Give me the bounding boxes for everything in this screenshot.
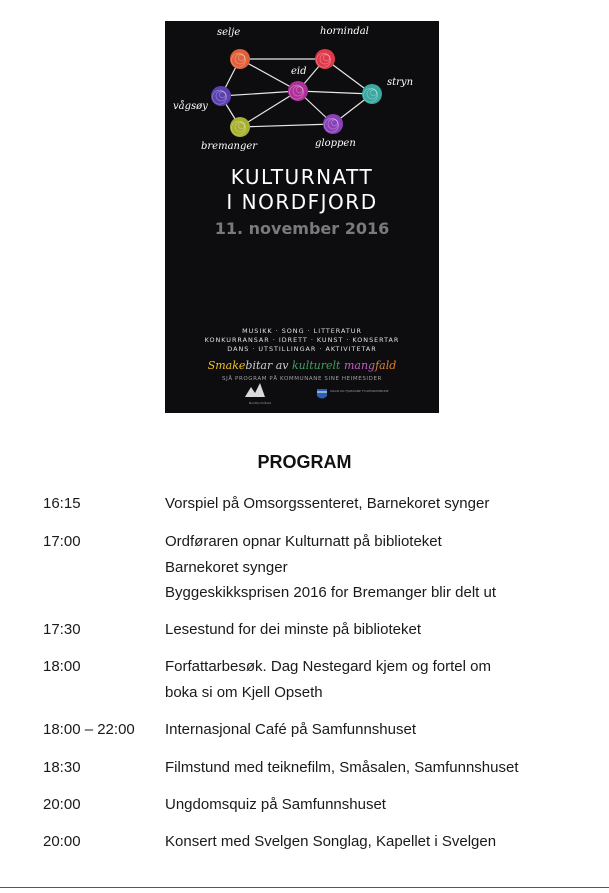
poster-date: 11. november 2016 [214,219,390,238]
node-label-selje: selje [217,27,241,38]
poster-activities-line1: MUSIKK · SONG · LITTERATUR [242,327,362,335]
tagline-part-5: fald [375,359,397,372]
program-time: 18:30 [43,759,81,776]
tagline-part-2: bitar av [245,359,292,372]
logo-right-caption: SOGN OG FJORDANE FYLKESKOMMUNE [330,389,389,393]
program-time: 20:00 [43,796,81,813]
poster-activities-line3: DANS · UTSTILLINGAR · AKTIVITETAR [227,345,377,353]
tagline-part-4: mang [343,359,376,372]
program-time: 18:00 – 22:00 [43,721,135,738]
node-circle-bremanger [230,117,250,137]
tagline-part-1: Smake [207,359,246,372]
page-bottom-rule [0,887,609,888]
program-time: 16:15 [43,495,81,512]
logo-left-caption: Nordfjordrådet [249,401,271,405]
program-description [165,829,595,855]
node-circle-eid [288,81,308,101]
node-label-gloppen: gloppen [315,138,356,149]
node-circle-hornindal [315,49,335,69]
program-time: 20:00 [43,833,81,850]
node-circle-vgsy [211,86,231,106]
program-heading: PROGRAM [257,452,352,472]
program-description-line: boka si om Kjell Opseth [165,683,323,701]
program-description [165,717,595,743]
program-description [165,792,595,818]
program-description [165,529,595,606]
program-description-line: Ordføraren opnar Kulturnatt på biblioteket [165,533,442,550]
poster-activities-line2: KONKURRANSAR · IDRETT · KUNST · KONSERTAR [204,336,400,344]
program-description [165,491,595,517]
program-description-line: Forfattarbesøk. Dag Nestegard kjem og fortel om [165,658,491,675]
node-label-bremanger: bremanger [201,141,258,152]
program-description-line: Filmstund med teiknefilm, Småsalen, Samfunnshuset [165,759,519,776]
node-circle-gloppen [323,114,343,134]
program-description-line: Byggeskikksprisen 2016 for Bremanger blir delt ut [165,584,496,601]
program-time: 18:00 [43,658,81,675]
poster-title-line1: KULTURNATT [230,165,374,189]
program-description [165,755,595,781]
program-description-line: Barnekoret synger [165,558,288,576]
poster-see-program: SJÅ PROGRAM PÅ KOMMUNANE SINE HEIMESIDER [222,376,382,382]
program-description [165,617,595,643]
node-circle-selje [230,49,250,69]
poster-title-line2: I NORDFJORD [226,190,378,214]
poster-tagline [165,359,439,372]
program-description [165,654,595,705]
tagline-part-3: kulturelt [291,359,344,372]
program-description-line: Ungdomsquiz på Samfunnshuset [165,796,386,813]
program-description-line: Konsert med Svelgen Songlag, Kapellet i Svelgen [165,833,497,850]
node-circle-stryn [362,84,382,104]
node-label-vagsoy: vågsøy [173,101,208,112]
program-time: 17:30 [43,621,81,638]
program-description-line: Vorspiel på Omsorgssenteret, Barnekoret synger [165,495,490,512]
node-label-stryn: stryn [387,77,414,88]
program-description-line: Lesestund for dei minste på biblioteket [165,621,421,638]
node-label-eid: eid [291,66,307,77]
event-poster [165,21,439,413]
node-label-hornindal: hornindal [320,26,369,37]
program-description-line: Internasjonal Café på Samfunnshuset [165,721,416,738]
program-time: 17:00 [43,533,81,550]
